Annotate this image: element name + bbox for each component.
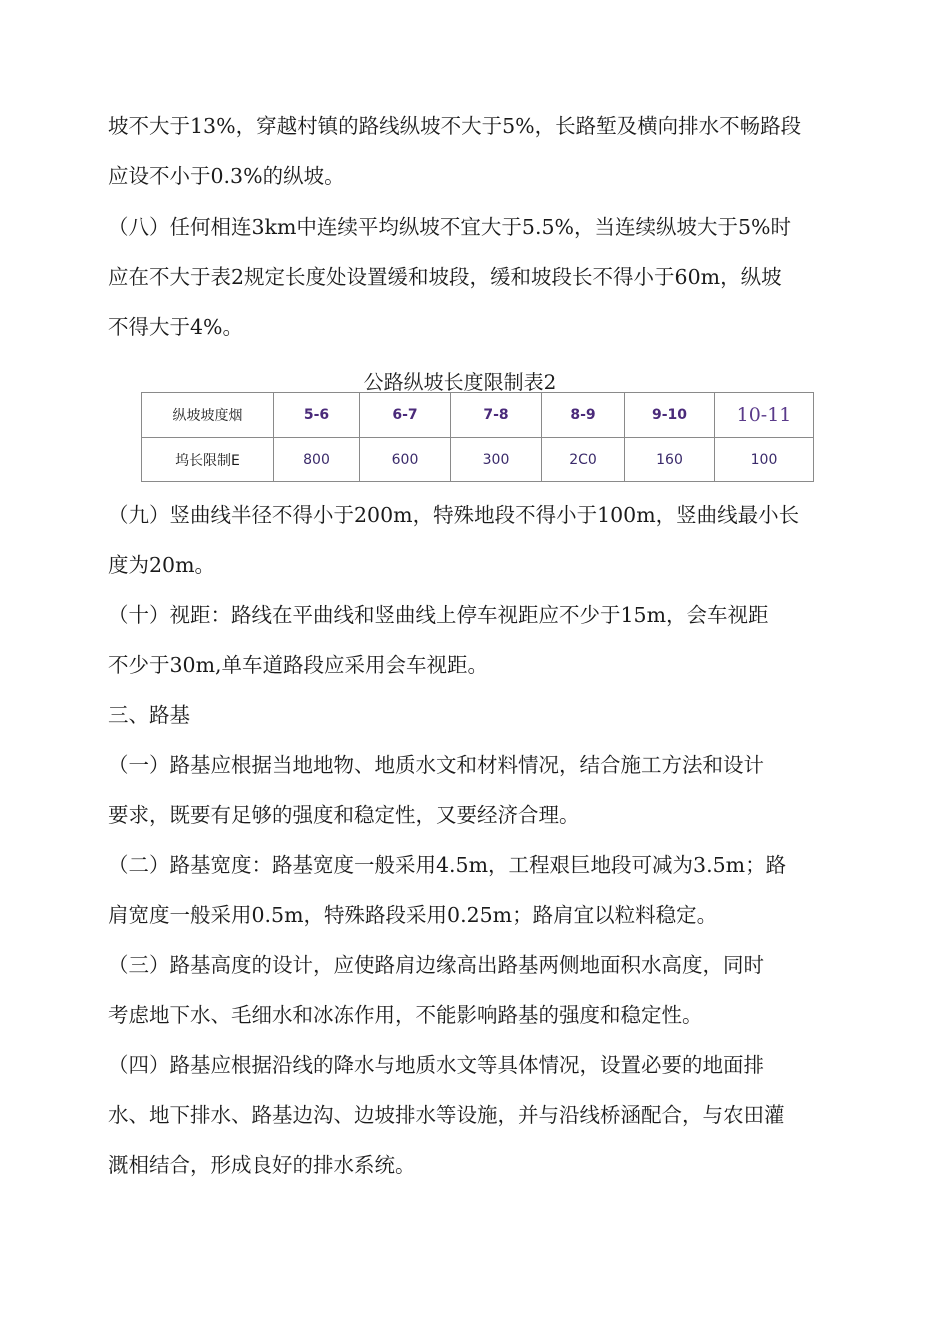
table-cell: 800 [274, 438, 360, 482]
table-cell: 9-10 [625, 393, 715, 438]
paragraph-line: 不得大于4%。 [108, 315, 244, 339]
table-cell-header: 坞长限制E [142, 438, 274, 482]
paragraph-line: 应在不大于表2规定长度处设置缓和坡段，缓和坡段长不得小于60m，纵坡 [108, 265, 782, 289]
paragraph-line: （十）视距：路线在平曲线和竖曲线上停车视距应不少于15m，会车视距 [108, 603, 769, 627]
table-row [142, 393, 814, 438]
table-cell-header: 纵坡坡度烟 [142, 393, 274, 438]
paragraph-line: （三）路基高度的设计，应使路肩边缘高出路基两侧地面积水高度，同时 [108, 953, 764, 977]
paragraph-line: （二）路基宽度：路基宽度一般采用4.5m，工程艰巨地段可减为3.5m；路 [108, 853, 787, 877]
paragraph-line: 不少于30m,单车道路段应采用会车视距。 [108, 653, 489, 677]
table-cell: 6-7 [360, 393, 451, 438]
paragraph-line: （一）路基应根据当地地物、地质水文和材料情况，结合施工方法和设计 [108, 753, 764, 777]
table-cell: 5-6 [274, 393, 360, 438]
section-heading: 三、路基 [108, 703, 190, 727]
paragraph-line: 坡不大于13%，穿越村镇的路线纵坡不大于5%，长路堑及横向排水不畅路段 [108, 114, 802, 138]
paragraph-line: 水、地下排水、路基边沟、边坡排水等设施，并与沿线桥涵配合，与农田灌 [108, 1103, 785, 1127]
table-cell: 300 [451, 438, 542, 482]
table-cell: 2C0 [542, 438, 625, 482]
table-cell: 8-9 [542, 393, 625, 438]
table-cell: 100 [715, 438, 814, 482]
table-caption: 公路纵坡长度限制表2 [363, 370, 557, 394]
paragraph-line: （九）竖曲线半径不得小于200m，特殊地段不得小于100m，竖曲线最小长 [108, 503, 800, 527]
paragraph-line: 肩宽度一般采用0.5m，特殊路段采用0.25m；路肩宜以粒料稳定。 [108, 903, 718, 927]
paragraph-line: （八）任何相连3km中连续平均纵坡不宜大于5.5%，当连续纵坡大于5%时 [108, 215, 792, 239]
table-cell: 600 [360, 438, 451, 482]
paragraph-line: 要求，既要有足够的强度和稳定性，又要经济合理。 [108, 803, 580, 827]
paragraph-line: 考虑地下水、毛细水和冰冻作用，不能影响路基的强度和稳定性。 [108, 1003, 703, 1027]
paragraph-line: 度为20m。 [108, 553, 216, 577]
table-cell: 10-11 [715, 393, 814, 438]
paragraph-line: 应设不小于0.3%的纵坡。 [108, 164, 345, 188]
table-row [142, 438, 814, 482]
grade-length-table [141, 392, 814, 482]
table-cell: 7-8 [451, 393, 542, 438]
paragraph-line: 溉相结合，形成良好的排水系统。 [108, 1153, 416, 1177]
paragraph-line: （四）路基应根据沿线的降水与地质水文等具体情况，设置必要的地面排 [108, 1053, 764, 1077]
table-cell: 160 [625, 438, 715, 482]
